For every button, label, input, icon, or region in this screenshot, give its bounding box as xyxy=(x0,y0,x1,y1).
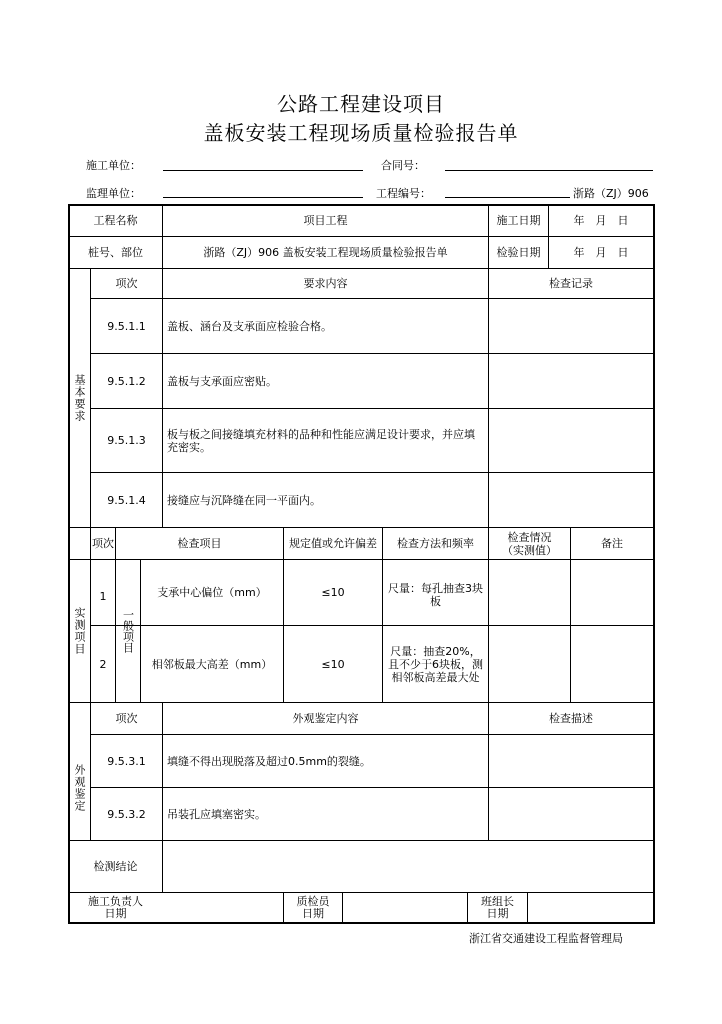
basic-row-text: 接缝应与沉降缝在同一平面内。 xyxy=(167,493,321,507)
appearance-row-no: 9.5.3.2 xyxy=(107,807,146,821)
team-leader-label-text: 班组长 xyxy=(481,894,514,908)
measured-category xyxy=(116,560,140,702)
measured-row-item: 支承中心偏位（mm） xyxy=(157,586,267,599)
appearance-row-no: 9.5.3.1 xyxy=(107,754,146,768)
measured-category-text: 一般项目 xyxy=(121,609,135,653)
basic-row-record[interactable] xyxy=(489,299,653,353)
measured-row-no: 1 xyxy=(99,590,107,603)
appearance-row-desc[interactable] xyxy=(489,735,653,787)
constructor-signature-field[interactable] xyxy=(163,893,283,922)
project-name-label: 工程名称 xyxy=(93,214,138,227)
appearance-col-content: 外观鉴定内容 xyxy=(292,712,359,725)
team-leader-signature-label xyxy=(468,893,527,922)
inspector-label-text: 质检员 xyxy=(296,894,330,908)
measured-col-method: 检查方法和频率 xyxy=(397,537,474,550)
measured-col-remark: 备注 xyxy=(601,537,623,550)
supervision-unit-label: 监理单位： xyxy=(86,187,141,200)
project-no-label: 工程编号： xyxy=(376,187,431,200)
basic-requirements-section-label xyxy=(69,269,90,527)
basic-row-no: 9.5.1.4 xyxy=(107,493,146,507)
project-name-value: 项目工程 xyxy=(303,214,348,227)
measured-row-method: 尺量：每孔抽查3块板 xyxy=(388,582,483,608)
basic-col-requirement: 要求内容 xyxy=(303,277,348,290)
inspection-date-label: 检验日期 xyxy=(496,246,541,259)
inspector-date-text: 日期 xyxy=(302,906,324,920)
measured-col-item: 项次 xyxy=(92,537,114,550)
basic-row-text: 盖板、涵台及支承面应检验合格。 xyxy=(167,319,332,333)
inspector-signature-label xyxy=(284,893,342,922)
measured-section-label xyxy=(69,560,90,702)
constructor-date-text: 日期 xyxy=(104,906,127,920)
measured-section-text: 实测项目 xyxy=(73,607,86,655)
basic-row-no: 9.5.1.2 xyxy=(107,374,146,388)
station-value: 浙路（ZJ）906 盖板安装工程现场质量检验报告单 xyxy=(203,246,448,259)
measured-row-method: 尺量：抽查20%，且不少于6块板，测相邻板高差最大处 xyxy=(388,644,483,684)
basic-requirements-section-text: 基本要求 xyxy=(73,374,86,422)
basic-row-text: 板与板之间接缝填充材料的品种和性能应满足设计要求，并应填充密实。 xyxy=(167,427,475,454)
measured-row-tolerance: ≤10 xyxy=(321,657,345,671)
basic-row-record[interactable] xyxy=(489,473,653,527)
constructor-signature-label xyxy=(69,893,162,922)
measured-col-tolerance: 规定值或允许偏差 xyxy=(289,537,377,550)
footer-authority: 浙江省交通建设工程监督管理局 xyxy=(469,932,623,945)
measured-row-remark[interactable] xyxy=(571,626,653,702)
measured-row-tolerance: ≤10 xyxy=(321,586,345,599)
measured-row-result[interactable] xyxy=(489,626,570,702)
basic-row-text: 盖板与支承面应密贴。 xyxy=(167,374,277,388)
measured-row-no: 2 xyxy=(99,657,107,671)
measured-row-result[interactable] xyxy=(489,560,570,625)
measured-row-remark[interactable] xyxy=(571,560,653,625)
form-code: 浙路（ZJ）906 xyxy=(573,187,649,200)
basic-col-item: 项次 xyxy=(115,277,138,290)
conclusion-value[interactable] xyxy=(163,841,653,892)
construction-date-value[interactable]: 年 月 日 xyxy=(573,214,629,227)
conclusion-label: 检测结论 xyxy=(93,860,138,873)
inspection-date-value[interactable]: 年 月 日 xyxy=(573,246,629,259)
inspector-signature-field[interactable] xyxy=(343,893,467,922)
basic-row-record[interactable] xyxy=(489,409,653,472)
appearance-section-label xyxy=(69,735,90,840)
construction-unit-label: 施工单位： xyxy=(86,159,141,172)
team-leader-signature-field[interactable] xyxy=(528,893,653,922)
basic-row-record[interactable] xyxy=(489,354,653,408)
page-subtitle: 盖板安装工程现场质量检验报告单 xyxy=(203,121,519,145)
construction-date-label: 施工日期 xyxy=(496,214,541,227)
appearance-row-text: 填缝不得出现脱落及超过0.5mm的裂缝。 xyxy=(167,754,371,768)
appearance-row-desc[interactable] xyxy=(489,788,653,840)
basic-row-no: 9.5.1.3 xyxy=(107,434,146,447)
appearance-section-text: 外观鉴定 xyxy=(73,763,86,812)
contract-no-label: 合同号： xyxy=(381,159,425,172)
constructor-label-text: 施工负责人 xyxy=(88,894,143,908)
station-label: 桩号、部位 xyxy=(88,246,143,259)
page-title: 公路工程建设项目 xyxy=(277,92,445,116)
measured-col-result: 检查情况（实测值） xyxy=(502,530,557,557)
team-leader-date-text: 日期 xyxy=(486,906,509,920)
appearance-col-item: 项次 xyxy=(115,712,138,725)
appearance-col-desc: 检查描述 xyxy=(549,712,593,725)
measured-col-check-item: 检查项目 xyxy=(177,537,222,550)
basic-col-record: 检查记录 xyxy=(549,277,593,290)
measured-row-item: 相邻板最大高差（mm） xyxy=(151,657,273,671)
basic-row-no: 9.5.1.1 xyxy=(107,319,146,333)
appearance-row-text: 吊装孔应填塞密实。 xyxy=(167,807,266,821)
